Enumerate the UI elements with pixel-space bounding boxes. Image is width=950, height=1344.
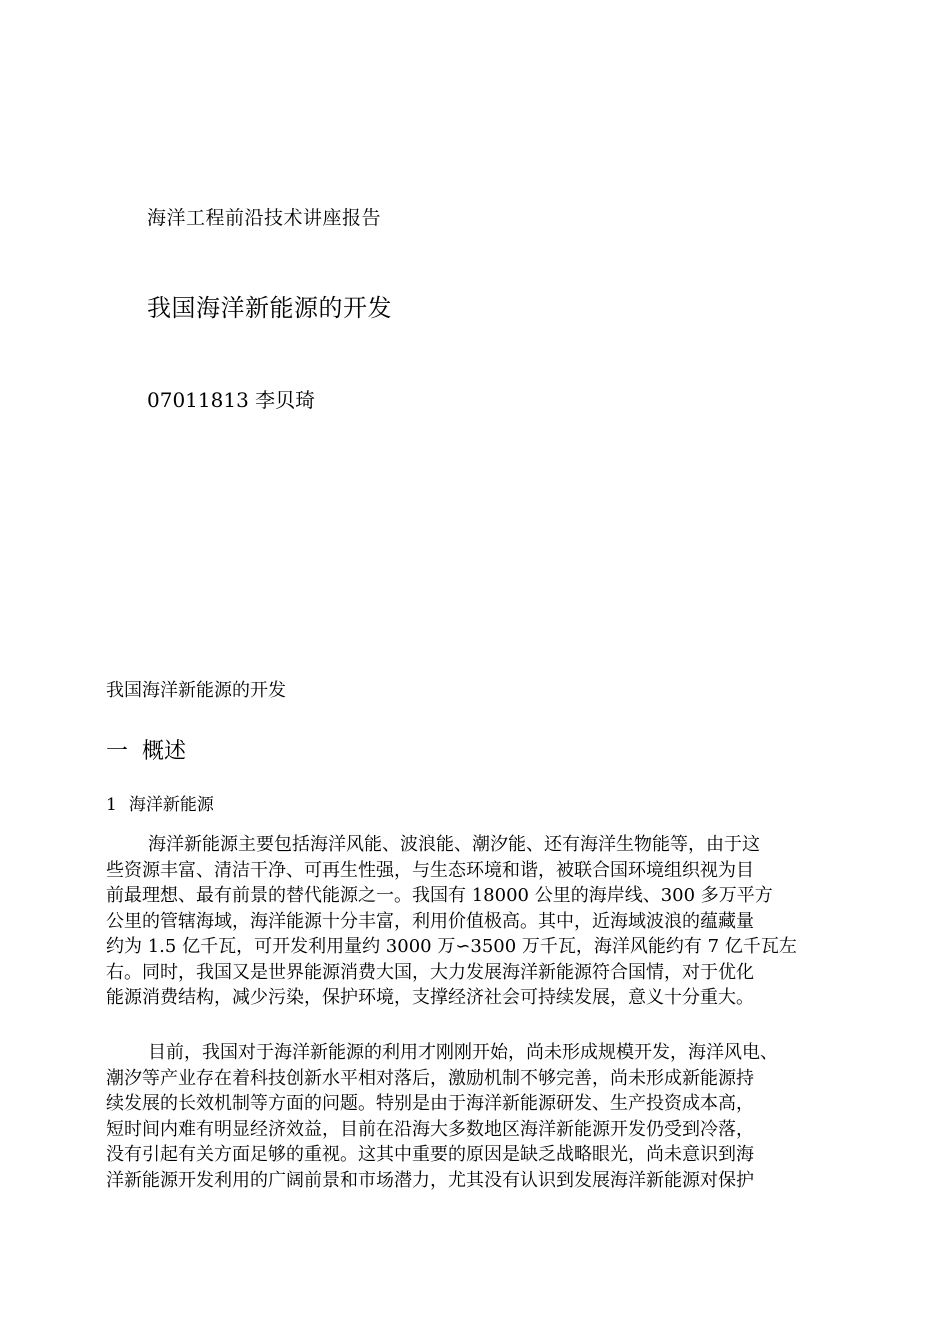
- subsection-title: 海洋新能源: [128, 795, 214, 815]
- subsection-number: 1: [106, 795, 117, 815]
- paragraph-line: 能源消费结构，减少污染，保护环境，支撑经济社会可持续发展，意义十分重大。: [106, 987, 754, 1008]
- paragraph-line: 前最理想、最有前景的替代能源之一。我国有 18000 公里的海岸线、300 多万平方: [106, 885, 773, 906]
- cover-author: 07011813 李贝琦: [147, 388, 316, 412]
- paragraph: [106, 1040, 846, 1193]
- paragraph: [106, 832, 846, 1011]
- subsection-heading: [106, 790, 214, 815]
- section-number: 一: [106, 739, 129, 764]
- document-title: 我国海洋新能源的开发: [106, 680, 286, 701]
- paragraph-line: 些资源丰富、清洁干净、可再生性强，与生态环境和谐，被联合国环境组织视为目: [106, 859, 754, 881]
- section-title: 概述: [142, 739, 187, 764]
- paragraph-line: 潮汐等产业存在着科技创新水平相对落后，激励机制不够完善，尚未形成新能源持: [106, 1067, 754, 1089]
- cover-subtitle: 海洋工程前沿技术讲座报告: [147, 207, 382, 229]
- paragraph-line: 右。同时，我国又是世界能源消费大国，大力发展海洋新能源符合国情，对于优化: [106, 961, 754, 983]
- paragraph-line: 海洋新能源主要包括海洋风能、波浪能、潮汐能、还有海洋生物能等，由于这: [148, 834, 760, 855]
- paragraph-line: 公里的管辖海域，海洋能源十分丰富，利用价值极高。其中，近海域波浪的蕴藏量: [106, 910, 754, 932]
- section-heading: [106, 734, 186, 765]
- paragraph-line: 没有引起有关方面足够的重视。这其中重要的原因是缺乏战略眼光，尚未意识到海: [106, 1144, 754, 1165]
- cover-title: 我国海洋新能源的开发: [147, 294, 392, 322]
- paragraph-line: 短时间内难有明显经济效益，目前在沿海大多数地区海洋新能源开发仍受到冷落，: [106, 1118, 754, 1140]
- paragraph-line: 洋新能源开发利用的广阔前景和市场潜力，尤其没有认识到发展海洋新能源对保护: [106, 1169, 754, 1191]
- paragraph-line: 续发展的长效机制等方面的问题。特别是由于海洋新能源研发、生产投资成本高，: [106, 1093, 754, 1114]
- paragraph-line: 目前，我国对于海洋新能源的利用才刚刚开始，尚未形成规模开发，海洋风电、: [148, 1042, 778, 1063]
- paragraph-line: 约为 1.5 亿千瓦，可开发利用量约 3000 万∽3500 万千瓦，海洋风能约有 7 亿千瓦左: [106, 936, 797, 957]
